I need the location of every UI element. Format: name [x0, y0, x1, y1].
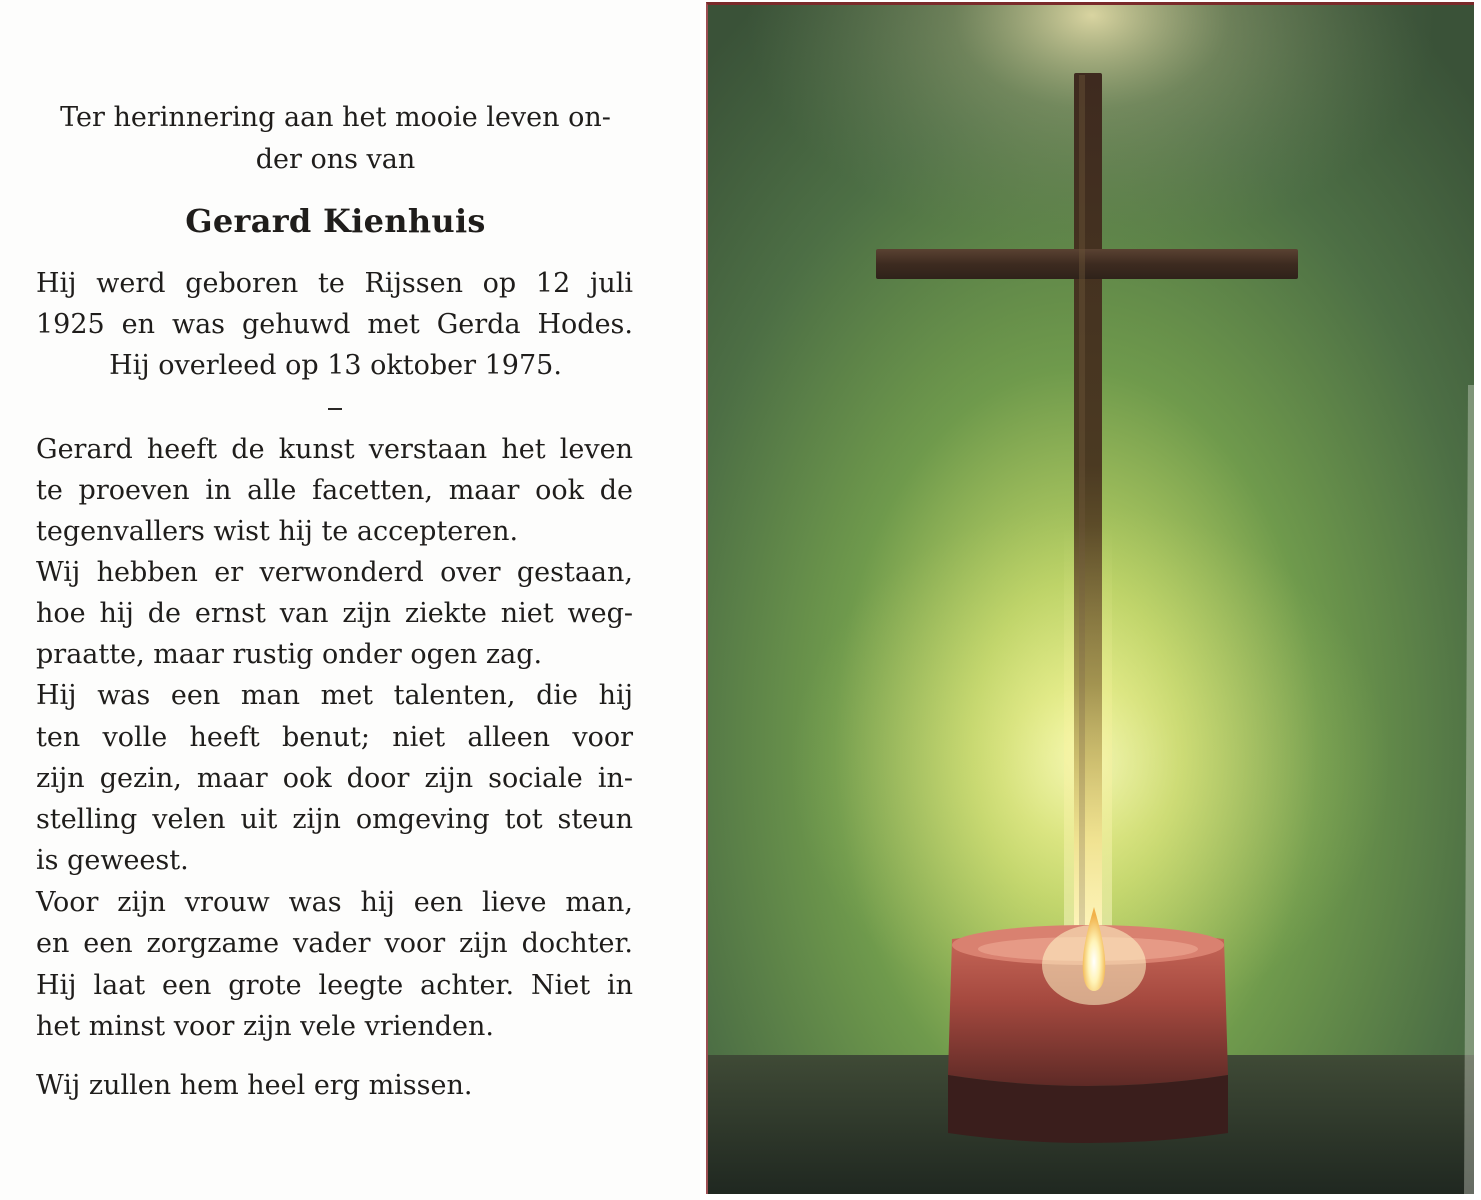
birth-line-2: 1925 en was gehuwd met Gerda Hodes.: [36, 309, 633, 340]
body-line-2: te proeven in alle facetten, maar ook de: [36, 475, 633, 506]
intro-line-1: Ter herinnering aan het mooie leven on-: [60, 102, 611, 133]
closing-line: Wij zullen hem heel erg missen.: [36, 1070, 473, 1101]
body-line-9: zijn gezin, maar ook door zijn sociale in-: [36, 763, 633, 794]
separator-dash: [328, 408, 342, 410]
body-line-11: is geweest.: [36, 845, 189, 876]
body-line-14: Hij laat een grote leegte achter. Niet in: [36, 970, 633, 1001]
body-line-10: stelling velen uit zijn omgeving tot steun: [36, 804, 633, 835]
light-beam: [1064, 525, 1112, 945]
cross-candle-photo: [706, 2, 1474, 1194]
body-line-6: praatte, maar rustig onder ogen zag.: [36, 639, 543, 670]
body-line-4: Wij hebben er verwonderd over gestaan,: [36, 557, 633, 588]
intro-line-2: der ons van: [255, 144, 416, 175]
body-line-8: ten volle heeft benut; niet alleen voor: [36, 722, 633, 753]
body-line-12: Voor zijn vrouw was hij een lieve man,: [36, 887, 633, 918]
body-line-3: tegenvallers wist hij te accepteren.: [36, 516, 519, 547]
body-line-13: en een zorgzame vader voor zijn dochter.: [36, 928, 633, 959]
body-line-7: Hij was een man met talenten, die hij: [36, 680, 633, 711]
body-line-5: hoe hij de ernst van zijn ziekte niet weg-: [36, 598, 633, 629]
memorial-card-text: [0, 0, 700, 1200]
birth-line-3: Hij overleed op 13 oktober 1975.: [109, 350, 562, 381]
deceased-name: Gerard Kienhuis: [185, 202, 486, 240]
birth-line-1: Hij werd geboren te Rijssen op 12 juli: [36, 268, 633, 299]
body-line-15: het minst voor zijn vele vrienden.: [36, 1011, 494, 1042]
body-line-1: Gerard heeft de kunst verstaan het leven: [36, 434, 633, 465]
